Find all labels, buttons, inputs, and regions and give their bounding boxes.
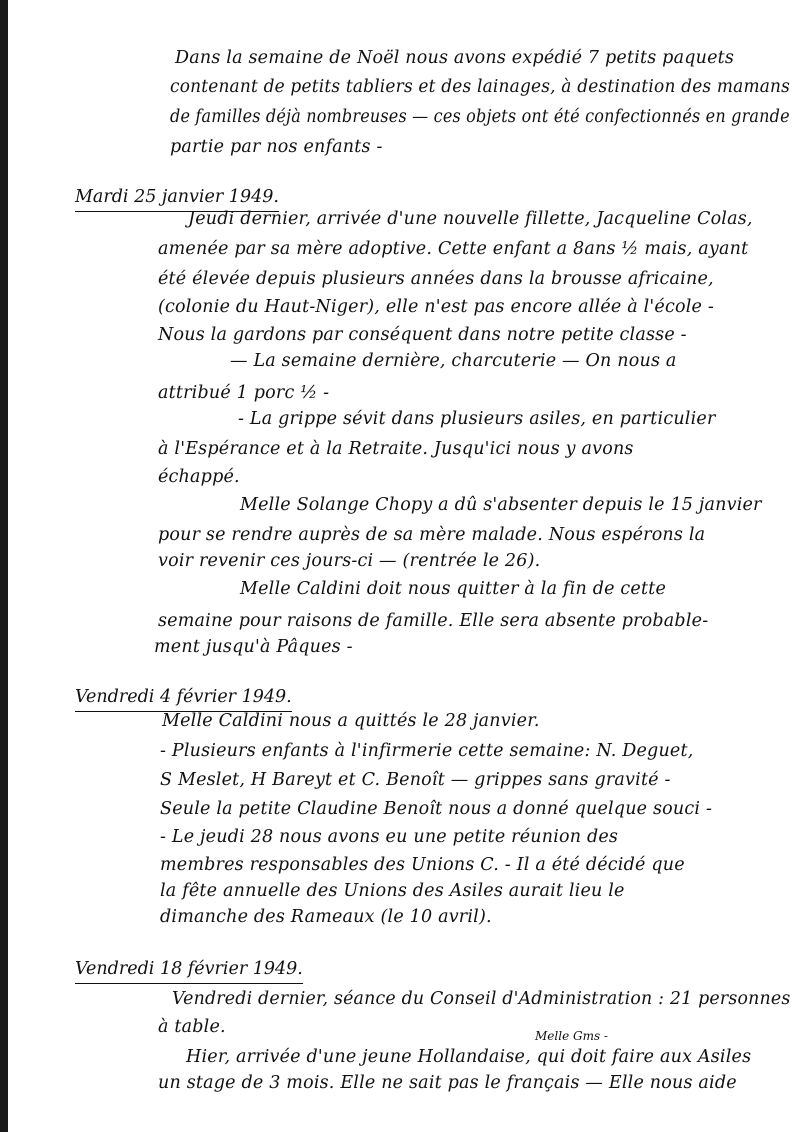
entry-date-heading: Vendredi 18 février 1949. xyxy=(75,958,303,984)
text-line: membres responsables des Unions C. - Il a été décidé que xyxy=(160,855,685,875)
text-line: Hier, arrivée d'une jeune Hollandaise, qui doit faire aux Asiles xyxy=(186,1047,752,1067)
text-line: - Le jeudi 28 nous avons eu une petite réunion des xyxy=(160,827,619,847)
text-line: - Plusieurs enfants à l'infirmerie cette semaine: N. Deguet, xyxy=(160,741,694,761)
interlinear-note: Melle Gms - xyxy=(535,1029,608,1043)
text-line: - La grippe sévit dans plusieurs asiles, en particulier xyxy=(238,409,716,429)
text-line: dimanche des Rameaux (le 10 avril). xyxy=(160,907,492,927)
text-line: contenant de petits tabliers et des lainages, à destination des mamans xyxy=(170,77,791,97)
text-line: pour se rendre auprès de sa mère malade. Nous espérons la xyxy=(158,525,706,545)
text-line: la fête annuelle des Unions des Asiles aurait lieu le xyxy=(160,881,625,901)
text-line: à table. xyxy=(158,1017,226,1037)
text-line: attribué 1 porc ½ - xyxy=(158,383,330,403)
text-line: — La semaine dernière, charcuterie — On nous a xyxy=(230,351,677,371)
text-line: Dans la semaine de Noël nous avons expédié 7 petits paquets xyxy=(175,48,735,68)
text-line: de familles déjà nombreuses — ces objets ont été confectionnés en grande xyxy=(170,107,790,127)
entry-date-heading: Mardi 25 janvier 1949. xyxy=(75,186,279,212)
text-line: semaine pour raisons de famille. Elle sera absente probable- xyxy=(158,611,709,631)
text-line: Nous la gardons par conséquent dans notre petite classe - xyxy=(158,325,687,345)
text-line: à l'Espérance et à la Retraite. Jusqu'ici nous y avons xyxy=(158,439,634,459)
text-line: Jeudi dernier, arrivée d'une nouvelle fillette, Jacqueline Colas, xyxy=(188,209,753,229)
text-line: Melle Solange Chopy a dû s'absenter depuis le 15 janvier xyxy=(240,495,762,515)
text-line: partie par nos enfants - xyxy=(170,137,383,157)
text-line: Melle Caldini nous a quittés le 28 janvier. xyxy=(162,711,540,731)
text-line: amenée par sa mère adoptive. Cette enfant a 8ans ½ mais, ayant xyxy=(158,239,749,259)
text-line: S Meslet, H Bareyt et C. Benoît — grippes sans gravité - xyxy=(160,770,671,790)
text-line: un stage de 3 mois. Elle ne sait pas le français — Elle nous aide xyxy=(158,1073,737,1093)
entry-date-heading: Vendredi 4 février 1949. xyxy=(75,686,292,712)
page-binding-edge xyxy=(0,0,8,1132)
text-line: Vendredi dernier, séance du Conseil d'Administration : 21 personnes xyxy=(172,989,791,1009)
text-line: voir revenir ces jours-ci — (rentrée le 26). xyxy=(158,551,541,571)
text-line: ment jusqu'à Pâques - xyxy=(154,637,353,657)
text-line: échappé. xyxy=(158,467,240,487)
text-line: Seule la petite Claudine Benoît nous a donné quelque souci - xyxy=(160,799,713,819)
text-line: (colonie du Haut-Niger), elle n'est pas encore allée à l'école - xyxy=(158,297,714,317)
text-line: été élevée depuis plusieurs années dans la brousse africaine, xyxy=(158,269,714,289)
text-line: Melle Caldini doit nous quitter à la fin de cette xyxy=(240,579,667,599)
